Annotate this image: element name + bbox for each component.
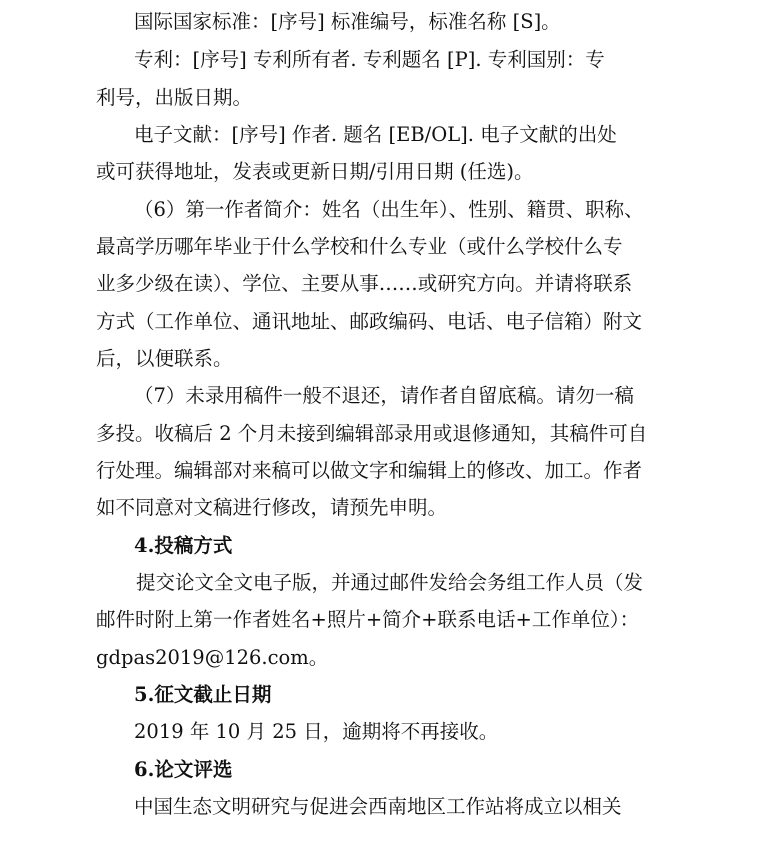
section-5-heading: 5.征文截止日期 — [134, 683, 272, 706]
item-7-line-4: 如不同意对文稿进行修改，请预先申明。 — [96, 496, 448, 519]
ref-format-electronic-cont: 或可获得地址，发表或更新日期/引用日期 (任选)。 — [96, 160, 534, 183]
item-7-line-2: 多投。收稿后 2 个月未接到编辑部录用或退修通知，其稿件可自 — [96, 422, 648, 445]
section-4-heading: 4.投稿方式 — [134, 534, 233, 557]
section-6-heading: 6.论文评选 — [134, 758, 233, 781]
ref-format-electronic: 电子文献：[序号] 作者. 题名 [EB/OL]. 电子文献的出处 — [134, 123, 617, 146]
item-6-line-5: 后，以便联系。 — [96, 347, 233, 370]
item-6-line-3: 业多少级在读）、学位、主要从事……或研究方向。并请将联系 — [96, 272, 633, 295]
submission-email: gdpas2019@126.com。 — [96, 646, 329, 669]
ref-format-patent-cont: 利号，出版日期。 — [96, 86, 253, 109]
section-4-body: 提交论文全文电子版，并通过邮件发给会务组工作人员（发 — [136, 571, 644, 594]
item-6-line-2: 最高学历哪年毕业于什么学校和什么专业（或什么学校什么专 — [96, 235, 623, 258]
section-4-body-line-2: 邮件时附上第一作者姓名+照片+简介+联系电话+工作单位）： — [96, 608, 640, 631]
ref-format-patent: 专利：[序号] 专利所有者. 专利题名 [P]. 专利国别：专 — [134, 48, 605, 71]
item-7-line-3: 行处理。编辑部对来稿可以做文字和编辑上的修改、加工。作者 — [96, 459, 643, 482]
item-6-line-4: 方式（工作单位、通讯地址、邮政编码、电话、电子信箱）附文 — [96, 310, 643, 333]
section-5-deadline: 2019 年 10 月 25 日，逾期将不再接收。 — [134, 720, 499, 743]
section-6-body: 中国生态文明研究与促进会西南地区工作站将成立以相关 — [134, 795, 622, 818]
ref-format-standard: 国际国家标准：[序号] 标准编号，标准名称 [S]。 — [134, 10, 561, 33]
item-6-author-bio: （6）第一作者简介：姓名（出生年）、性别、籍贯、职称、 — [134, 198, 644, 221]
item-7-no-return: （7）未录用稿件一般不退还，请作者自留底稿。请勿一稿 — [134, 384, 634, 407]
